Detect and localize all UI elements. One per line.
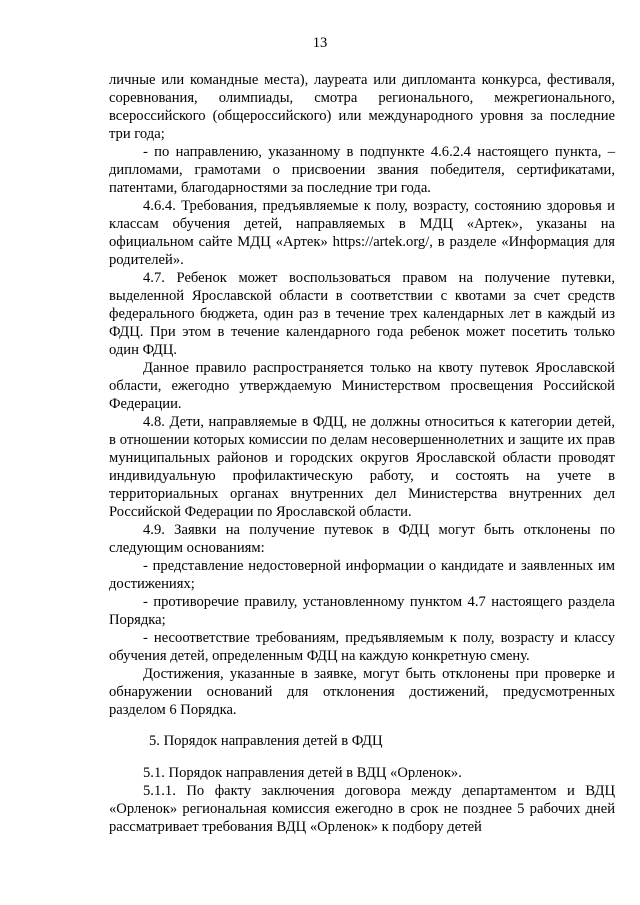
page-number: 13 bbox=[312, 35, 328, 51]
paragraph-4-9-item-1: - представление недостоверной информации о кандидате и заявленных им достижениях; bbox=[109, 558, 615, 592]
section-heading: 5. Порядок направления детей в ФДЦ bbox=[149, 733, 383, 749]
paragraph-4-7: 4.7. Ребенок может воспользоваться правом на получение путевки, выделенной Ярославской области в соответствии с квотами за счет средств федерального бюджета, один раз в течение трех календарных лет в каждый из ФДЦ. При этом в течение календарного года ребенок может посетить только один ФДЦ. bbox=[109, 270, 615, 358]
document-body bbox=[109, 71, 615, 836]
paragraph-5-1: 5.1. Порядок направления детей в ВДЦ «Орленок». bbox=[143, 765, 462, 781]
paragraph-5-1-1: 5.1.1. По факту заключения договора между департаментом и ВДЦ «Орленок» региональная комиссия ежегодно в срок не позднее 5 рабочих дней рассматривает требования ВДЦ «Орленок» к подбору детей bbox=[109, 783, 615, 835]
paragraph-4-9: 4.9. Заявки на получение путевок в ФДЦ могут быть отклонены по следующим основаниям: bbox=[109, 522, 615, 556]
paragraph-4-9-item-2: - противоречие правилу, установленному пунктом 4.7 настоящего раздела Порядка; bbox=[109, 594, 615, 628]
paragraph-4-9-item-3: - несоответствие требованиям, предъявляемым к полу, возрасту и классу обучения детей, определенным ФДЦ на каждую конкретную смену. bbox=[109, 630, 615, 664]
paragraph-4-6-2-4-item: - по направлению, указанному в подпункте 4.6.2.4 настоящего пункта, – дипломами, грамотами о присвоении звания победителя, сертификатами, патентами, благодарностями за последние три года. bbox=[109, 144, 615, 196]
paragraph-4-8: 4.8. Дети, направляемые в ФДЦ, не должны относиться к категории детей, в отношении которых комиссии по делам несовершеннолетних и защите их прав муниципальных районов и городских округов Ярославской области проводят индивидуальную профилактическую работу, и состоять на учете в территориальных органах внутренних дел Министерства внутренних дел Российской Федерации по Ярославской области. bbox=[109, 414, 615, 520]
paragraph-4-6-4: 4.6.4. Требования, предъявляемые к полу, возрасту, состоянию здоровья и классам обучения детей, направляемых в МДЦ «Артек», указаны на официальном сайте МДЦ «Артек» https://artek.org/, в разделе «Информация для родителей». bbox=[109, 198, 615, 268]
paragraph-continuation: личные или командные места), лауреата или дипломанта конкурса, фестиваля, соревнования, олимпиады, смотра регионального, межрегионального, всероссийского (общероссийского) или международного уровня за последние три года; bbox=[109, 72, 615, 142]
paragraph-4-9-achievements: Достижения, указанные в заявке, могут быть отклонены при проверке и обнаружении оснований для отклонения достижений, предусмотренных разделом 6 Порядка. bbox=[109, 666, 615, 718]
paragraph-4-7-rule: Данное правило распространяется только на квоту путевок Ярославской области, ежегодно утверждаемую Министерством просвещения Российской Федерации. bbox=[109, 360, 615, 412]
